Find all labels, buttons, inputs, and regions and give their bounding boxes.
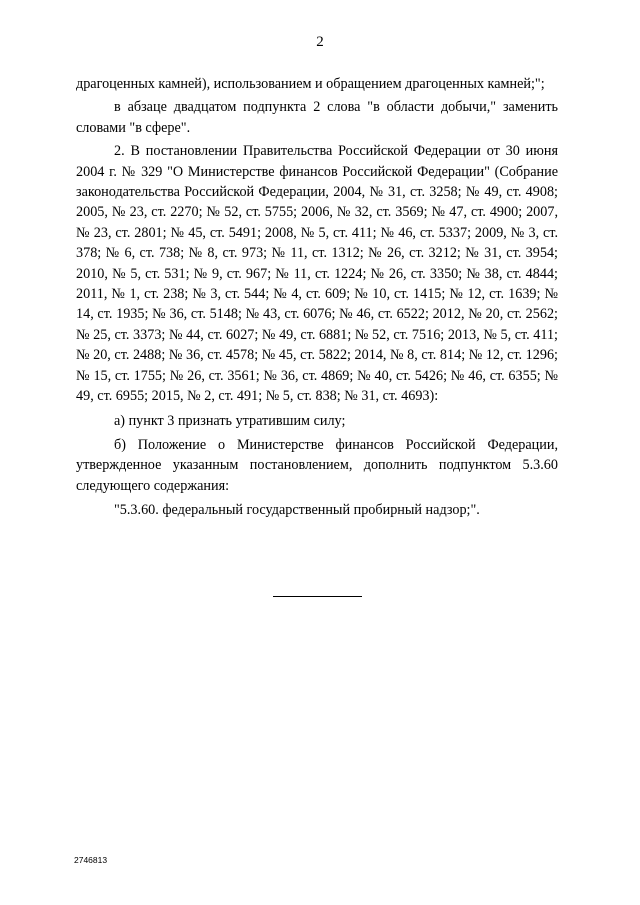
paragraph-item-2: 2. В постановлении Правительства Российской Федерации от 30 июня 2004 г. № 329 "О Министерстве финансов Российской Федерации" (Собрание законодательства Российской Федерации, 2004, № 31, ст. 3258; № 49, ст. 4908; 2005, № 23, ст. 2270; № 52, ст. 5755; 2006, № 32, ст. 3569; № 47, ст. 4900; 2007, № 23, ст. 2801; № 45, ст. 5491; 2008, № 5, ст. 411; № 46, ст. 5337; 2009, № 3, ст. 378; № 6, ст. 738; № 8, ст. 973; № 11, ст. 1312; № 26, ст. 3212; № 31, ст. 3954; 2010, № 5, ст. 531; № 9, ст. 967; № 11, ст. 1224; № 26, ст. 3350; № 38, ст. 4844; 2011, № 1, ст. 238; № 3, ст. 544; № 4, ст. 609; № 10, ст. 1415; № 12, ст. 1639; № 14, ст. 1935; № 36, ст. 5148; № 43, ст. 6076; № 46, ст. 6522; 2012, № 20, ст. 2562; № 25, ст. 3373; № 44, ст. 6027; № 49, ст. 6881; № 52, ст. 7516; 2013, № 5, ст. 411; № 20, ст. 2488; № 36, ст. 4578; № 45, ст. 5822; 2014, № 8, ст. 814; № 12, ст. 1296; № 15, ст. 1755; № 26, ст. 3561; № 36, ст. 4869; № 40, ст. 5426; № 46, ст. 6355; № 49, ст. 6955; 2015, № 2, ст. 491; № 5, ст. 838; № 31, ст. 4693):: [76, 143, 558, 405]
paragraph-new-clause: "5.3.60. федеральный государственный пробирный надзор;".: [114, 502, 480, 519]
end-separator-line: [273, 596, 362, 597]
document-code: 2746813: [74, 855, 108, 865]
paragraph-continuation: драгоценных камней), использованием и обращением драгоценных камней;";: [76, 76, 545, 92]
document-body: [76, 74, 558, 521]
paragraph-amendment: в абзаце двадцатом подпункта 2 слова "в области добычи," заменить словами "в сфере".: [76, 99, 558, 136]
paragraph-subitem-a: а) пункт 3 признать утратившим силу;: [114, 412, 346, 429]
page-number: 2: [316, 34, 324, 50]
paragraph-subitem-b: б) Положение о Министерстве финансов Российской Федерации, утвержденное указанным постановлением, дополнить подпунктом 5.3.60 следующего содержания:: [76, 436, 558, 494]
